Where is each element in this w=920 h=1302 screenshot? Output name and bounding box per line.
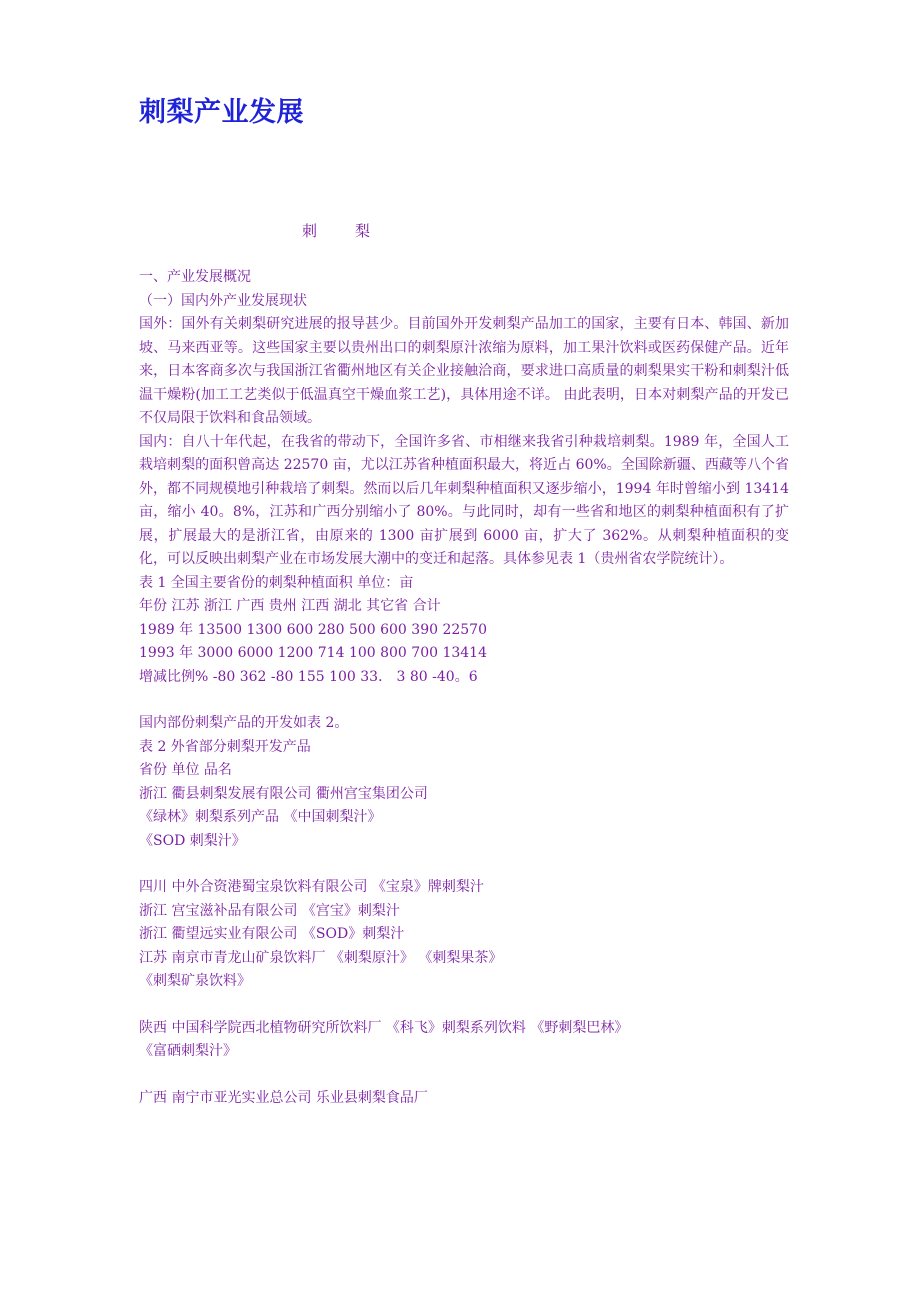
center-title-char-1: 刺 — [302, 222, 318, 240]
document-body — [139, 266, 789, 1110]
spacer — [139, 994, 789, 1017]
spacer — [139, 1064, 789, 1087]
subsection-heading: （一）国内外产业发展现状 — [139, 292, 307, 309]
table2-line: 浙江 衢望远实业有限公司 《SOD》刺梨汁 — [139, 926, 405, 942]
section-heading: 一、产业发展概况 — [139, 269, 251, 285]
table2-line: 《SOD 刺梨汁》 — [139, 832, 246, 849]
table2-intro: 国内部份刺梨产品的开发如表 2。 — [139, 715, 349, 731]
table2-line: 《绿林》刺梨系列产品 《中国刺梨汁》 — [139, 809, 382, 825]
table2-line: 浙江 宫宝滋补品有限公司 《宫宝》刺梨汁 — [139, 902, 400, 919]
center-title-char-2: 梨 — [355, 222, 371, 240]
table2-line: 江苏 南京市青龙山矿泉饮料厂 《刺梨原汁》 《刺梨果茶》 — [139, 949, 503, 966]
table2-line: 陕西 中国科学院西北植物研究所饮料厂 《科飞》刺梨系列饮料 《野刺梨巴林》 — [139, 1019, 629, 1036]
table2-line: 《刺梨矿泉饮料》 — [139, 973, 251, 989]
table2-caption: 表 2 外省部分刺梨开发产品 — [139, 738, 311, 755]
table1-row: 增减比例% -80 362 -80 155 100 33． 3 80 -40。6 — [139, 668, 478, 685]
document-title: 刺梨产业发展 — [139, 97, 304, 128]
table1-row: 1989 年 13500 1300 600 280 500 600 390 22570 — [139, 621, 487, 638]
spacer — [139, 689, 789, 712]
table2-line: 《富硒刺梨汁》 — [139, 1043, 237, 1059]
table2-line: 四川 中外合资港蜀宝泉饮料有限公司 《宝泉》牌刺梨汁 — [139, 879, 484, 895]
paragraph-domestic: 国内：自八十年代起，在我省的带动下，全国许多省、市相继来我省引种栽培刺梨。1989 年，全国人工栽培刺梨的面积曾高达 22570 亩，尤以江苏省种植面积最大，将近占 60%。全国除新疆、西藏等八个省外，都不同规模地引种栽培了刺梨。然而以后几年刺梨种植面积又逐步缩小，1994 年时曾缩小到 13414 亩，缩小 40。8%，江苏和广西分别缩小了 80%。与此同时，却有一些省和地区的刺梨种植面积有了扩展，扩展最大的是浙江省，由原来的 1300 亩扩展到 6000 亩，扩大了 362%。从刺梨种植面积的变化，可以反映出刺梨产业在市场发展大潮中的变迁和起落。具体参见表 1（贵州省农学院统计）。 — [139, 433, 789, 567]
table1-row: 1993 年 3000 6000 1200 714 100 800 700 13414 — [139, 645, 487, 661]
table2-lines — [139, 783, 789, 1111]
table2-header: 省份 单位 品名 — [139, 762, 232, 778]
table2-line: 广西 南宁市亚光实业总公司 乐业县刺梨食品厂 — [139, 1089, 428, 1106]
center-title — [302, 220, 370, 241]
table1-header: 年份 江苏 浙江 广西 贵州 江西 湖北 其它省 合计 — [139, 598, 441, 614]
paragraph-foreign: 国外：国外有关刺梨研究进展的报导甚少。目前国外开发刺梨产品加工的国家，主要有日本、韩国、新加坡、马来西亚等。这些国家主要以贵州出口的刺梨原汁浓缩为原料，加工果汁饮料或医药保健产品。近年来，日本客商多次与我国浙江省衢州地区有关企业接触洽商，要求进口高质量的刺梨果实干粉和刺梨汁低温干燥粉(加工工艺类似于低温真空干燥血浆工艺)，具体用途不详。 由此表明，日本对刺梨产品的开发已不仅局限于饮料和食品领域。 — [139, 316, 789, 426]
spacer — [139, 853, 789, 876]
table1-caption: 表 1 全国主要省份的刺梨种植面积 单位：亩 — [139, 574, 414, 591]
table2-line: 浙江 衢县刺梨发展有限公司 衢州宫宝集团公司 — [139, 785, 428, 802]
